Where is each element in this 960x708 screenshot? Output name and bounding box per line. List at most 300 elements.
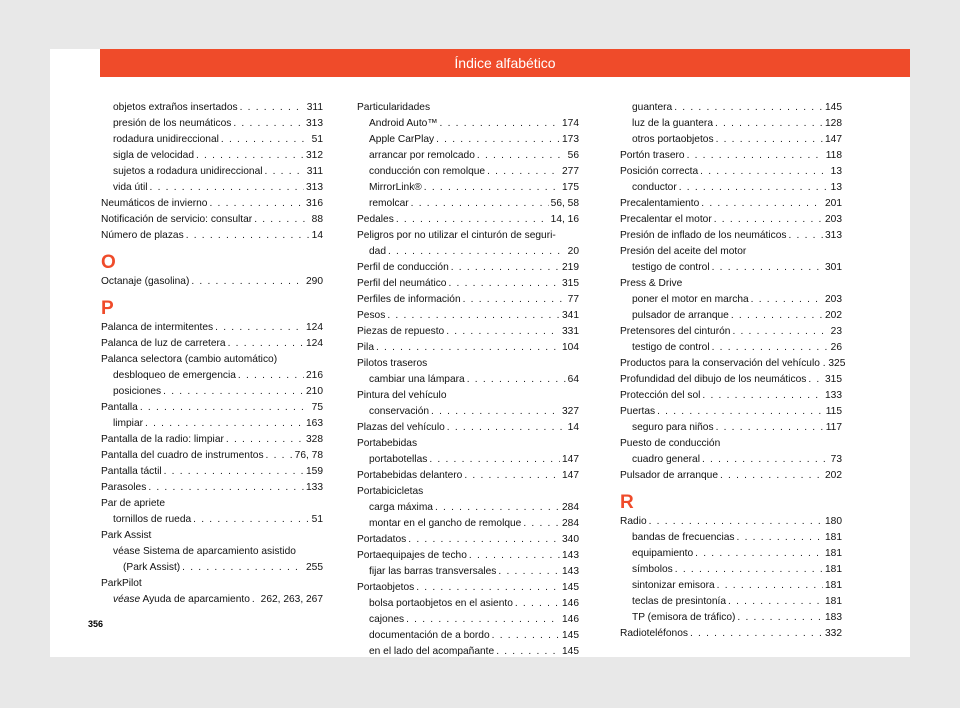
index-entry [620,452,842,468]
index-entry-leader [715,116,823,132]
index-entry-leader [396,212,549,228]
index-entry-page: 147 [825,134,842,145]
index-entry-leader [240,100,305,116]
index-entry-term: rodadura unidireccional [113,134,219,145]
index-entry-term-text: Ayuda de aparcamiento [142,594,250,605]
index-entry-leader [716,132,823,148]
index-entry-leader [238,368,304,384]
index-entry-page: 202 [825,470,842,481]
index-heading: Pilotos traseros [357,358,428,369]
index-entry-leader [737,610,823,626]
index-entry-leader [145,416,304,432]
index-entry-leader [498,564,560,580]
index-entry-term: Palanca de luz de carretera [101,338,226,349]
index-entry-page: 64 [567,374,579,385]
index-entry-page: 327 [562,406,579,417]
index-entry [620,228,842,244]
index-entry-leader [424,180,560,196]
index-entry-page: 210 [306,386,323,397]
index-letter-heading: P [101,298,114,319]
index-entry-term: Perfil de conducción [357,262,449,273]
index-entry-term: pulsador de arranque [632,310,729,321]
index-entry-term: guantera [632,102,673,113]
index-entry [357,132,579,148]
index-entry-page: 315 [825,374,842,385]
index-entry-page: 76, 78 [294,450,323,461]
page-number: 356 [88,619,104,629]
index-entry [357,308,579,324]
index-entry-leader [701,196,823,212]
index-entry [620,626,842,642]
index-entry-page: 118 [825,150,842,161]
index-entry-page: 181 [825,548,842,559]
index-entry-page: 202 [825,310,842,321]
index-entry-leader [712,340,829,356]
index-heading: Press & Drive [620,278,683,289]
index-entry-page: 124 [306,338,323,349]
index-entry [101,592,323,608]
index-entry [620,132,842,148]
index-entry-page: 143 [562,550,579,561]
index-entry-leader [467,372,566,388]
index-entry-term: Perfiles de información [357,294,461,305]
index-entry-page: 51 [311,134,323,145]
index-entry [620,610,842,626]
index-entry [620,388,842,404]
index-entry-term: Neumáticos de invierno [101,198,208,209]
index-entry-term: montar en el gancho de remolque [369,518,522,529]
index-entry [620,530,842,546]
index-entry-page: 56, 58 [550,198,579,209]
index-entry-page: 341 [562,310,579,321]
index-entry-term: bandas de frecuencias [632,532,735,543]
index-entry-leader [464,468,560,484]
index-entry-page: 77 [567,294,579,305]
index-entry [357,404,579,420]
index-entry-leader [196,148,304,164]
index-entry-leader [447,420,566,436]
index-page [50,49,910,657]
index-entry-page: 290 [306,276,323,287]
index-entry-leader [226,432,304,448]
index-entry-page: 183 [825,612,842,623]
index-entry-term: Octanaje (gasolina) [101,276,190,287]
index-entry-page: 145 [562,646,579,657]
index-entry-term: símbolos [632,564,673,575]
index-entry [101,432,323,448]
index-entry [101,384,323,400]
index-entry [101,116,323,132]
index-entry [620,148,842,164]
index-entry-page: 313 [825,230,842,241]
index-entry-term: Pantalla [101,402,138,413]
index-entry [101,368,323,384]
index-entry-leader [679,180,829,196]
index-entry-see-label: véase [113,594,141,605]
index-entry-term: TP (emisora de tráfico) [632,612,736,623]
index-entry-page: 13 [830,166,842,177]
index-entry-term: Notificación de servicio: consultar [101,214,253,225]
index-entry-leader [717,578,823,594]
index-entry-page: 180 [825,516,842,527]
index-entry-term: sintonizar emisora [632,580,715,591]
index-entry-leader [789,228,824,244]
index-entry-page: 14 [567,422,579,433]
index-entry [101,132,323,148]
index-entry-term: luz de la guantera [632,118,713,129]
index-entry-leader [702,452,829,468]
index-entry [357,324,579,340]
index-entry-leader [408,532,560,548]
index-entry-leader [451,260,560,276]
index-heading: Portabicicletas [357,486,424,497]
index-heading: Palanca selectora (cambio automático) [101,354,278,365]
index-entry-page: 313 [306,118,323,129]
index-entry-leader [687,148,824,164]
index-entry-term: Plazas del vehículo [357,422,445,433]
index-entry-page: 145 [825,102,842,113]
index-entry-leader [376,340,560,356]
index-entry-page: 128 [825,118,842,129]
index-entry-term: tornillos de rueda [113,514,192,525]
index-entry [101,512,323,528]
index-entry-term: conductor [632,182,677,193]
index-entry [101,336,323,352]
index-entry [620,404,842,420]
index-entry [620,116,842,132]
index-entry [357,276,579,292]
index-entry [620,196,842,212]
index-entry-page: 175 [562,182,579,193]
index-entry-leader [435,500,560,516]
index-entry-term: carga máxima [369,502,433,513]
index-entry-leader [209,196,304,212]
index-heading: Portabebidas [357,438,418,449]
index-entry [357,164,579,180]
index-entry-leader [228,336,304,352]
index-entry-leader [674,100,823,116]
index-entry-page: 219 [562,262,579,273]
index-entry-term: (Park Assist) [123,562,181,573]
index-entry [620,594,842,610]
index-entry-term [113,592,250,608]
index-entry-term: portabotellas [369,454,428,465]
index-entry-page: 117 [825,422,842,433]
index-entry-leader [388,244,566,260]
index-entry-leader [732,324,828,340]
index-entry-leader [700,164,829,180]
index-entry-page: 145 [562,630,579,641]
index-entry-page: 20 [567,246,579,257]
index-entry-page: 181 [825,564,842,575]
index-entry [620,164,842,180]
index-entry-term: Radioteléfonos [620,628,688,639]
index-entry-page: 13 [830,182,842,193]
index-entry-term: Portaequipajes de techo [357,550,467,561]
index-entry-page: 147 [562,470,579,481]
index-entry-page: 14, 16 [550,214,579,225]
index-entry [101,164,323,180]
index-entry [357,596,579,612]
index-entry-page: 277 [562,166,579,177]
index-entry-term: en el lado del acompañante [369,646,495,657]
index-entry-page: 146 [562,614,579,625]
index-entry-term: Posición correcta [620,166,699,177]
index-entry-leader [150,180,304,196]
index-entry-page: 340 [562,534,579,545]
index-entry-leader [191,274,304,290]
index-entry [357,116,579,132]
index-entry [357,580,579,596]
index-heading: ParkPilot [101,578,142,589]
index-entry [620,562,842,578]
index-heading: Puesto de conducción [620,438,721,449]
index-entry-term: Pantalla táctil [101,466,162,477]
index-entry [101,100,323,116]
index-heading: Presión del aceite del motor [620,246,747,257]
index-entry-leader [720,468,823,484]
index-entry [101,480,323,496]
index-entry-leader [193,512,310,528]
index-entry-page: 284 [562,502,579,513]
index-entry-page: 216 [306,370,323,381]
index-entry-page: 313 [306,182,323,193]
index-entry-page: 315 [562,278,579,289]
index-entry-leader [429,452,560,468]
index-entry [357,212,579,228]
index-entry-term: cambiar una lámpara [369,374,465,385]
index-entry-leader [265,164,305,180]
index-entry-page: 163 [306,418,323,429]
index-entry-leader [657,404,824,420]
index-entry-term: Portaobjetos [357,582,415,593]
index-entry-term: presión de los neumáticos [113,118,232,129]
index-column-2 [357,100,579,660]
index-entry-term: Protección del sol [620,390,701,401]
index-entry-leader [690,626,823,642]
index-entry-leader [695,546,823,562]
index-heading: Par de apriete [101,498,165,509]
index-entry-page: 133 [825,390,842,401]
index-entry-page: 181 [825,532,842,543]
index-entry [101,400,323,416]
index-entry-leader [649,514,823,530]
index-entry-leader [737,530,823,546]
index-entry-page: 201 [825,198,842,209]
index-entry-leader [702,388,823,404]
index-entry [101,274,323,290]
index-entry [101,416,323,432]
index-entry-page: 311 [306,102,323,113]
index-entry [620,546,842,562]
index-entry-page: 115 [825,406,842,417]
index-entry-term: sujetos a rodadura unidireccional [113,166,263,177]
index-entry [357,372,579,388]
index-entry-term: Número de plazas [101,230,184,241]
index-entry-term: Pila [357,342,374,353]
index-letter-heading: R [620,492,634,513]
index-entry-page: 146 [562,598,579,609]
index-entry [101,228,323,244]
index-entry-term: Android Auto™ [369,118,438,129]
index-entry-term: testigo de control [632,262,710,273]
index-entry-leader [469,548,560,564]
index-entry-page: 331 [562,326,579,337]
index-entry-page: 56 [567,150,579,161]
index-entry-page: 301 [825,262,842,273]
index-entry [357,516,579,532]
index-entry-leader [440,116,560,132]
index-entry-term: sigla de velocidad [113,150,194,161]
index-entry-page: 51 [311,514,323,525]
index-entry-term: teclas de presintonía [632,596,727,607]
index-entry-term: conservación [369,406,430,417]
index-entry-leader [675,562,823,578]
index-entry-term: Pulsador de arranque [620,470,718,481]
index-entry-leader [714,212,823,228]
index-entry-leader [712,260,823,276]
index-entry [357,196,579,212]
index-entry-leader [728,594,823,610]
index-entry [101,320,323,336]
index-entry-page: 181 [825,580,842,591]
index-entry-leader [163,384,304,400]
index-entry-page: 159 [306,466,323,477]
index-entry [620,578,842,594]
index-entry-page: 332 [825,628,842,639]
index-entry-page: 255 [306,562,323,573]
index-entry [357,644,579,660]
index-entry-page: 181 [825,596,842,607]
index-entry-leader [140,400,310,416]
index-heading: Pintura del vehículo [357,390,447,401]
index-entry-leader [221,132,310,148]
index-entry-term: Portadatos [357,534,407,545]
index-entry-term: Presión de inflado de los neumáticos [620,230,787,241]
index-entry-leader [387,308,560,324]
index-entry-leader [215,320,304,336]
index-entry [620,100,842,116]
index-entry-leader [463,292,566,308]
index-entry-term: Apple CarPlay [369,134,435,145]
index-entry [101,148,323,164]
index-entry [101,560,323,576]
index-entry [101,448,323,464]
index-entry-term: arrancar por remolcado [369,150,475,161]
index-entry-leader [406,612,560,628]
index-entry-leader [148,480,304,496]
index-entry-term: Palanca de intermitentes [101,322,214,333]
index-entry-leader [254,212,309,228]
index-entry-term: conducción con remolque [369,166,486,177]
index-entry-leader [233,116,304,132]
index-entry-term: cuadro general [632,454,700,465]
index-entry-page: 312 [306,150,323,161]
index-entry [620,514,842,530]
index-entry-leader [446,324,560,340]
index-entry-page: 284 [562,518,579,529]
index-entry-term: Pedales [357,214,394,225]
index-entry-term: MirrorLink® [369,182,422,193]
index-entry [101,212,323,228]
index-entry-term: Puertas [620,406,656,417]
index-entry-term: Pretensores del cinturón [620,326,731,337]
index-entry-page: 316 [306,198,323,209]
index-entry [620,292,842,308]
index-entry-page: 73 [830,454,842,465]
index-entry-page: 262, 263, 267 [260,594,323,605]
index-entry-page: 75 [311,402,323,413]
index-entry-term: desbloqueo de emergencia [113,370,236,381]
index-entry-leader [164,464,304,480]
index-entry-page: 88 [311,214,323,225]
index-entry-page: 133 [306,482,323,493]
index-entry [357,468,579,484]
index-entry [357,500,579,516]
index-entry-page: 124 [306,322,323,333]
index-entry [357,452,579,468]
index-entry-term: documentación de a bordo [369,630,490,641]
index-entry-term: Pantalla de la radio: limpiar [101,434,224,445]
index-entry [357,148,579,164]
index-entry-leader [411,196,549,212]
index-entry [620,324,842,340]
index-entry-term: Perfil del neumático [357,278,447,289]
index-entry-term: Portabebidas delantero [357,470,463,481]
index-entry-leader [416,580,560,596]
index-entry [620,260,842,276]
index-entry-leader [492,628,560,644]
index-entry-page: 143 [562,566,579,577]
index-entry-page: 14 [311,230,323,241]
index-entry-leader [252,592,259,608]
index-entry-leader [731,308,823,324]
index-heading: Park Assist [101,530,152,541]
index-entry-term: Portón trasero [620,150,685,161]
index-entry-page: 174 [562,118,579,129]
index-entry-term: Parasoles [101,482,147,493]
index-entry-leader [477,148,566,164]
index-entry [620,340,842,356]
index-heading: Particularidades [357,102,431,113]
index-entry-leader [448,276,560,292]
index-entry-term: remolcar [369,198,409,209]
index-entry-page: 203 [825,214,842,225]
index-entry-term: seguro para niños [632,422,714,433]
index-entry-leader [487,164,560,180]
index-column-1 [101,100,323,608]
index-entry [357,628,579,644]
index-entry [357,244,579,260]
page-title: Índice alfabético [454,55,556,71]
index-entry-term: bolsa portaobjetos en el asiento [369,598,513,609]
index-entry [357,564,579,580]
index-entry [357,180,579,196]
index-entry-page: 147 [562,454,579,465]
index-heading: Productos para la conservación del vehículo . 325 [620,358,846,369]
index-entry-term: dad [369,246,386,257]
index-entry-leader [716,420,824,436]
index-entry [357,612,579,628]
index-entry [357,532,579,548]
index-entry-page: 203 [825,294,842,305]
index-entry-term: cajones [369,614,405,625]
index-entry-leader [436,132,560,148]
index-entry-leader [496,644,560,660]
index-entry-page: 23 [830,326,842,337]
index-column-3 [620,100,846,642]
index-entry-leader [431,404,560,420]
